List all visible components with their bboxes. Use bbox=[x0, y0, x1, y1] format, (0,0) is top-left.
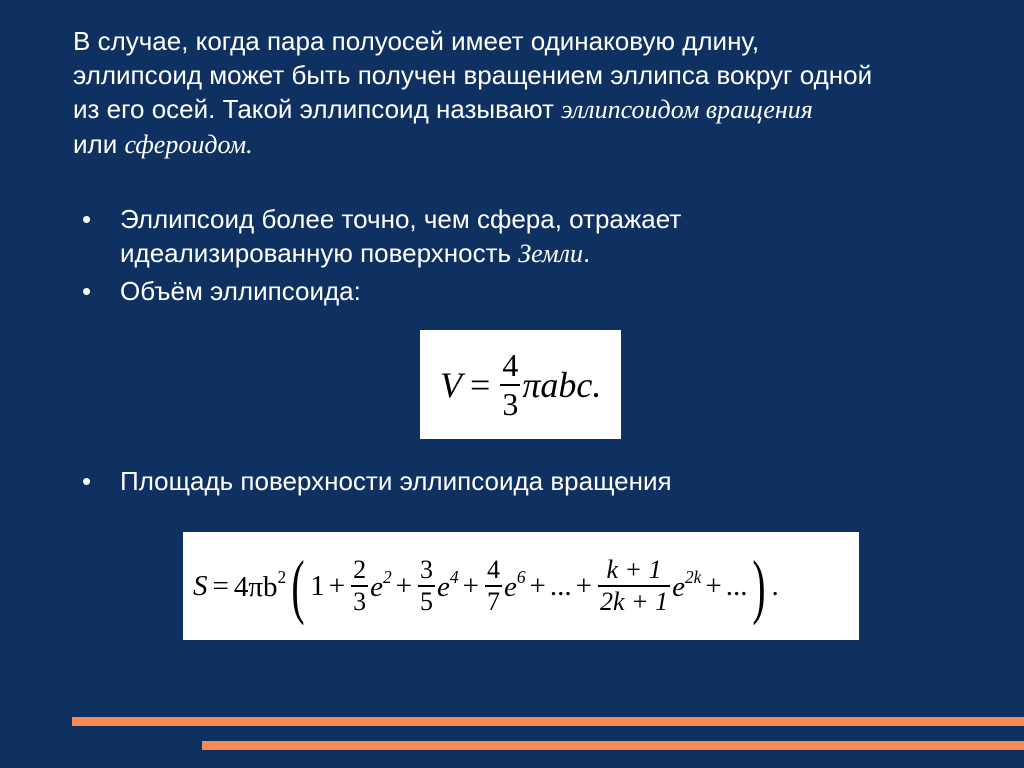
bullet-earth-line-2 bbox=[120, 236, 681, 271]
term1-den: 3 bbox=[353, 587, 367, 616]
term3-den: 7 bbox=[486, 587, 500, 616]
area-coef bbox=[234, 567, 286, 604]
volume-fraction-den: 3 bbox=[502, 385, 519, 422]
term3-fraction bbox=[485, 555, 502, 617]
term-ellipsoid-of-revolution: эллипсоидом вращения bbox=[561, 95, 813, 124]
accent-bar-bottom bbox=[202, 741, 1024, 750]
bullet-area bbox=[82, 464, 672, 498]
intro-line-3-text: из его осей. Такой эллипсоид называют bbox=[73, 94, 562, 124]
volume-fraction bbox=[500, 347, 520, 423]
bullet-earth-line-1: Эллипсоид более точно, чем сфера, отражает bbox=[120, 204, 682, 234]
close-paren: ) bbox=[752, 546, 767, 626]
bullet-earth-period: . bbox=[582, 238, 591, 268]
termk-power bbox=[672, 567, 701, 604]
area-equals: = bbox=[212, 569, 229, 602]
term2-power bbox=[437, 567, 459, 604]
termk-exp: 2k bbox=[684, 567, 702, 588]
term3-power bbox=[504, 567, 526, 604]
termk-base: e bbox=[672, 571, 685, 604]
intro-line-1: В случае, когда пара полуосей имеет одинаковую длину, bbox=[73, 26, 760, 56]
term3-exp: 6 bbox=[516, 567, 526, 588]
term1-fraction bbox=[351, 555, 368, 617]
volume-rest: πabc. bbox=[522, 364, 602, 405]
volume-formula bbox=[440, 347, 601, 423]
area-formula bbox=[193, 546, 779, 626]
area-formula-box bbox=[183, 532, 859, 640]
plus-sign: + bbox=[462, 569, 479, 602]
ellipsis: ... bbox=[549, 569, 572, 602]
intro-line-3 bbox=[73, 92, 973, 127]
area-coef-exp: 2 bbox=[277, 567, 287, 588]
term1-num: 2 bbox=[353, 555, 367, 584]
term2-exp: 4 bbox=[449, 567, 459, 588]
volume-equals: = bbox=[470, 364, 491, 405]
term-earth: Земли bbox=[518, 239, 583, 268]
term2-base: e bbox=[437, 571, 450, 604]
bullet-volume-text: Объём эллипсоида: bbox=[120, 276, 361, 306]
plus-sign: + bbox=[529, 569, 546, 602]
volume-fraction-num: 4 bbox=[502, 346, 519, 383]
bullet-marker: • bbox=[82, 466, 92, 496]
term-spheroid: сфероидом. bbox=[124, 130, 253, 159]
final-period: . bbox=[771, 569, 779, 602]
intro-paragraph bbox=[73, 24, 973, 162]
bullet-earth bbox=[82, 202, 681, 271]
accent-bar-top bbox=[72, 717, 1024, 726]
volume-lhs: V bbox=[440, 364, 462, 405]
term2-fraction bbox=[418, 555, 435, 617]
ellipsis: ... bbox=[725, 569, 748, 602]
plus-sign: + bbox=[705, 569, 722, 602]
bullet-volume bbox=[82, 274, 361, 308]
plus-sign: + bbox=[328, 569, 346, 602]
intro-line-4 bbox=[73, 127, 973, 162]
bullet-earth-line-2-text: идеализированную поверхность bbox=[120, 238, 519, 268]
term1-exp: 2 bbox=[382, 567, 392, 588]
plus-sign: + bbox=[395, 569, 412, 602]
termk-fraction bbox=[598, 555, 670, 617]
bullet-marker: • bbox=[82, 276, 92, 306]
bullet-earth-text bbox=[120, 202, 681, 271]
intro-line-2: эллипсоид может быть получен вращением эллипса вокруг одной bbox=[73, 60, 873, 90]
area-lhs: S bbox=[193, 569, 208, 602]
termk-den: 2k + 1 bbox=[599, 587, 669, 616]
term2-num: 3 bbox=[420, 555, 433, 584]
bullet-marker: • bbox=[82, 204, 92, 234]
term2-den: 5 bbox=[420, 587, 433, 616]
termk-num: k + 1 bbox=[606, 555, 662, 584]
volume-formula-box bbox=[420, 330, 621, 439]
intro-line-4-text: или bbox=[73, 129, 125, 159]
plus-sign: + bbox=[575, 569, 592, 602]
area-coef-base: 4πb bbox=[233, 571, 278, 604]
term3-base: e bbox=[503, 571, 517, 604]
term-one: 1 bbox=[310, 569, 325, 602]
term3-num: 4 bbox=[486, 555, 500, 584]
term1-power bbox=[370, 567, 392, 604]
term1-base: e bbox=[370, 571, 383, 604]
open-paren: ( bbox=[291, 546, 305, 626]
bullet-area-text: Площадь поверхности эллипсоида вращения bbox=[120, 466, 672, 496]
